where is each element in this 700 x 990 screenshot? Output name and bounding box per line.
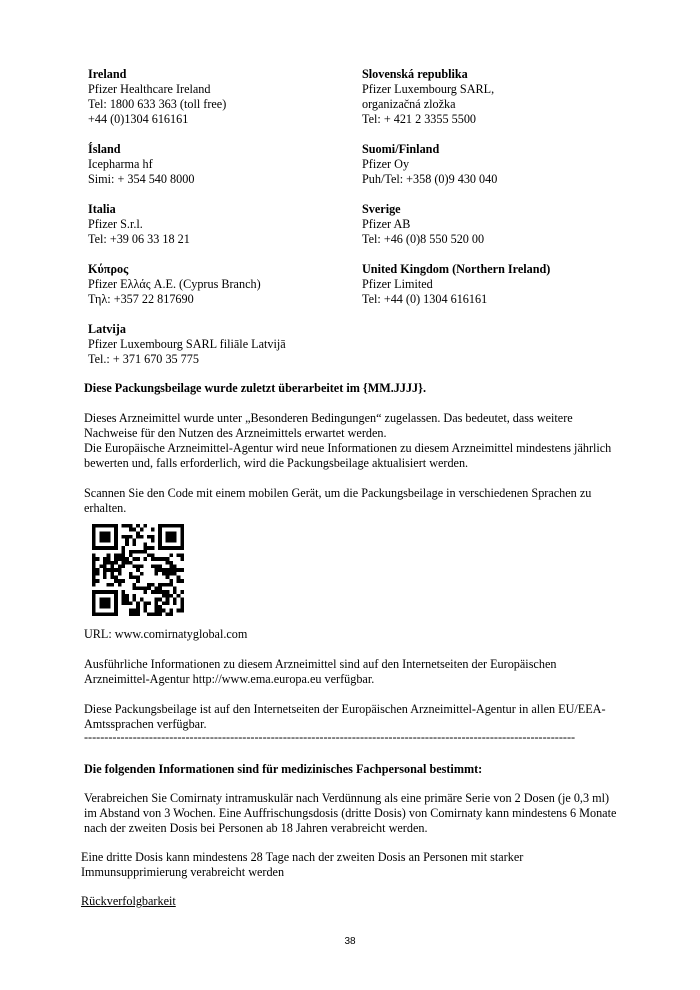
contact-entry [362, 262, 652, 307]
conditional-approval-para-2: Die Europäische Arzneimittel-Agentur wird neue Informationen zu diesem Arzneimittel mindestens jährlich bewerten und, falls erforderlich, wird die Packungsbeilage aktualisiert werden. [84, 441, 612, 470]
traceability-heading: Rückverfolgbarkeit [81, 894, 176, 908]
revision-date: Diese Packungsbeilage wurde zuletzt überarbeitet im {MM.JJJJ}. [84, 381, 426, 395]
country-name: Ísland [88, 142, 121, 156]
contact-line: organizačná zložka [362, 97, 456, 111]
contact-line: Simi: + 354 540 8000 [88, 172, 195, 186]
contact-line: Icepharma hf [88, 157, 153, 171]
contact-line: Tel: +39 06 33 18 21 [88, 232, 190, 246]
country-name: United Kingdom (Northern Ireland) [362, 262, 551, 276]
conditional-approval-para-1: Dieses Arzneimittel wurde unter „Besonderen Bedingungen“ zugelassen. Das bedeutet, dass weitere Nachweise für den Nutzen des Arzneimittels erwartet werden. [84, 411, 573, 440]
ema-info-text: Ausführliche Informationen zu diesem Arzneimittel sind auf den Internetseiten der Europäischen Arzneimittel-Agentur http://www.ema.europa.eu verfügbar. [84, 657, 557, 686]
url-text: URL: www.comirnatyglobal.com [84, 627, 248, 641]
contact-line: Tel: + 421 2 3355 5500 [362, 112, 477, 126]
contacts-right-column [362, 67, 652, 322]
country-name: Slovenská republika [362, 67, 468, 81]
contact-line: Tel: +46 (0)8 550 520 00 [362, 232, 485, 246]
country-name: Κύπρος [88, 262, 129, 276]
contact-entry [362, 202, 652, 247]
country-name: Sverige [362, 202, 401, 216]
scan-instruction: Scannen Sie den Code mit einem mobilen Gerät, um die Packungsbeilage in verschiedenen Sprachen zu erhalten. [84, 486, 592, 515]
country-name: Italia [88, 202, 116, 216]
contact-entry [362, 67, 652, 127]
hcp-third-dose-paragraph: Eine dritte Dosis kann mindestens 28 Tage nach der zweiten Dosis an Personen mit starker Immunsupprimierung verabreicht werden [81, 850, 524, 879]
country-name: Ireland [88, 67, 127, 81]
contact-line: Τηλ: +357 22 817690 [88, 292, 194, 306]
contact-entry [88, 142, 378, 187]
page-number: 38 [344, 936, 356, 947]
contact-line: Tel: 1800 633 363 (toll free) [88, 97, 227, 111]
contact-entry [88, 202, 378, 247]
contacts-left-column [88, 67, 378, 382]
conditional-approval-text [84, 411, 624, 471]
contact-line: Tel: +44 (0) 1304 616161 [362, 292, 488, 306]
contact-line: Pfizer Luxembourg SARL filiāle Latvijā [88, 337, 286, 351]
contact-line: Pfizer Luxembourg SARL, [362, 82, 495, 96]
contact-entry [88, 322, 378, 367]
contact-line: Pfizer Ελλάς A.E. (Cyprus Branch) [88, 277, 261, 291]
contact-line: Puh/Tel: +358 (0)9 430 040 [362, 172, 498, 186]
country-name: Suomi/Finland [362, 142, 440, 156]
contact-entry [88, 262, 378, 307]
country-name: Latvija [88, 322, 126, 336]
contact-entry [362, 142, 652, 187]
contact-line: Tel.: + 371 670 35 775 [88, 352, 199, 366]
hcp-heading: Die folgenden Informationen sind für medizinisches Fachpersonal bestimmt: [84, 762, 483, 776]
contact-line: Pfizer S.r.l. [88, 217, 143, 231]
section-separator: ------------------------------------------------------------------------------------------------------------------------- [84, 730, 576, 744]
contact-line: Pfizer Limited [362, 277, 433, 291]
languages-info-text: Diese Packungsbeilage ist auf den Internetseiten der Europäischen Arzneimittel-Agentur in allen EU/EEA-Amtssprachen verfügbar. [84, 702, 606, 731]
contact-line: Pfizer Healthcare Ireland [88, 82, 211, 96]
contact-entry [88, 67, 378, 127]
hcp-dosing-paragraph: Verabreichen Sie Comirnaty intramuskulär nach Verdünnung als eine primäre Serie von 2 Dosen (je 0,3 ml) im Abstand von 3 Wochen. Eine Auffrischungsdosis (dritte Dosis) von Comirnaty kann mindestens 6 Monate nach der zweiten Dosis bei Personen ab 18 Jahren verabreicht werden. [84, 791, 617, 835]
contact-line: Pfizer Oy [362, 157, 410, 171]
qr-code [92, 524, 184, 616]
contact-line: Pfizer AB [362, 217, 411, 231]
contact-line: +44 (0)1304 616161 [88, 112, 189, 126]
